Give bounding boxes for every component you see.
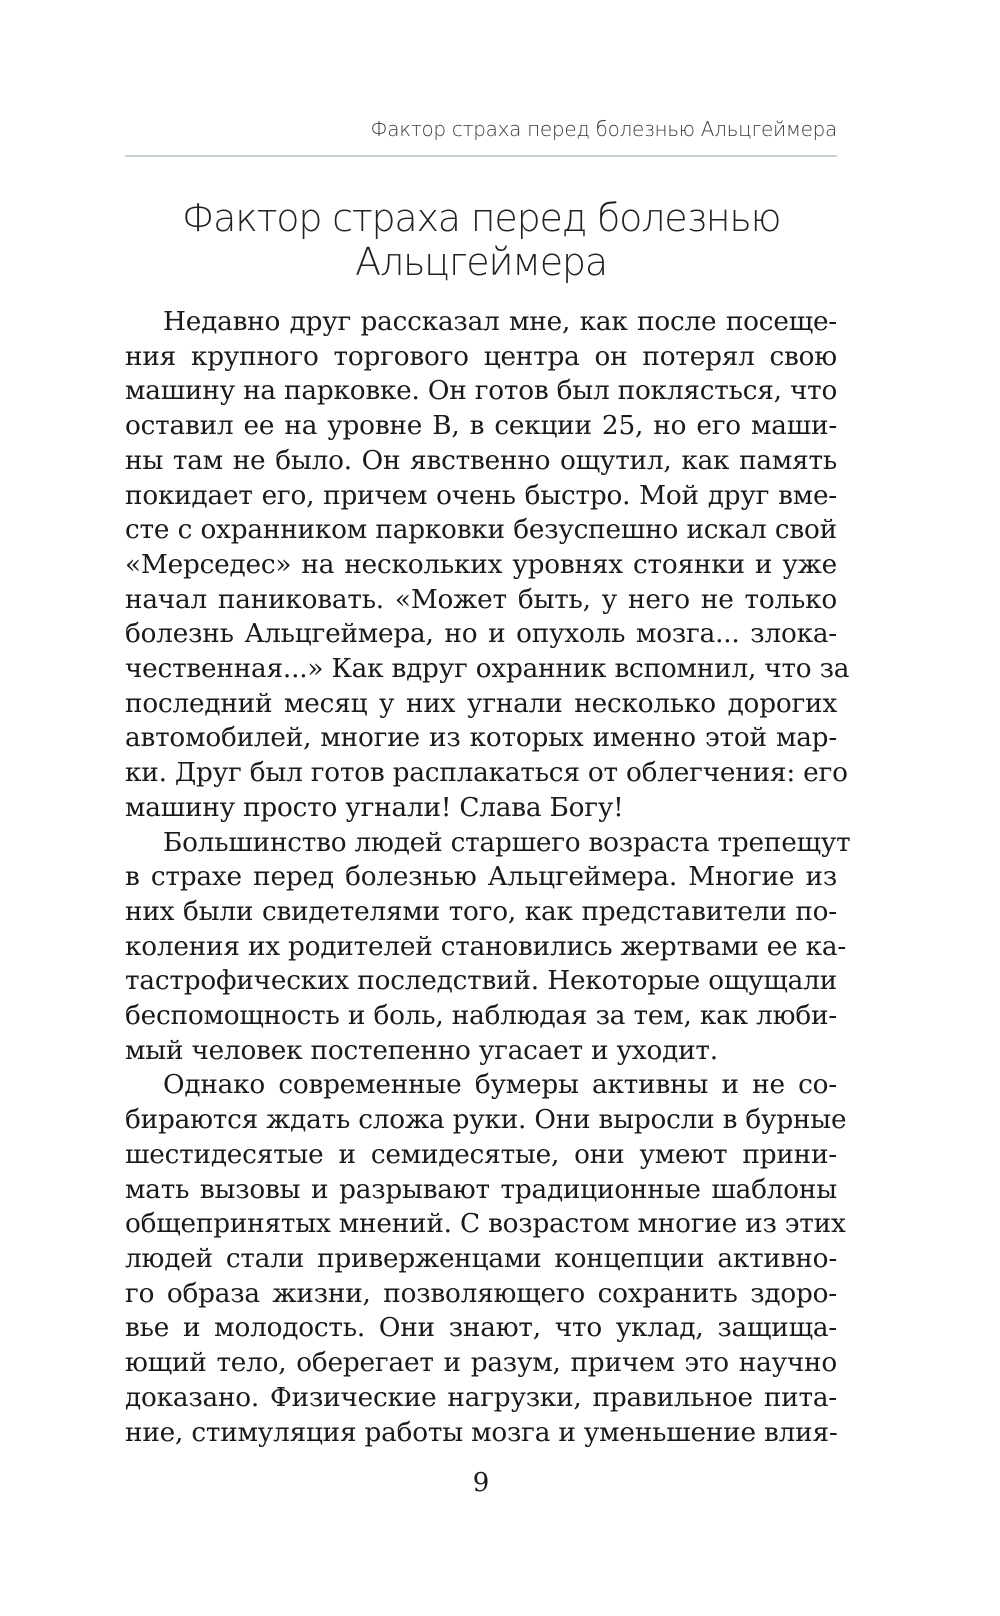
text-line: вье и молодость. Они знают, что уклад, защища- — [125, 1313, 837, 1344]
text-line: беспомощность и боль, наблюдая за тем, как люби- — [125, 1001, 837, 1032]
paragraph-2 — [125, 826, 851, 1069]
body-text — [125, 305, 851, 1450]
text-line: болезнь Альцгеймера, но и опухоль мозга... злока- — [125, 619, 837, 650]
text-line: го образа жизни, позволяющего сохранить здоро- — [125, 1278, 837, 1309]
text-line: коления их родителей становились жертвами ее ка- — [125, 931, 847, 962]
text-line: ки. Друг был готов расплакаться от облегчения: его — [125, 758, 848, 789]
running-head: Фактор страха перед болезнью Альцгеймера — [370, 117, 837, 141]
text-line: покидает его, причем очень быстро. Мой друг вме- — [125, 480, 837, 511]
text-line: тастрофических последствий. Некоторые ощущали — [125, 966, 837, 997]
text-line: мать вызовы и разрывают традиционные шаблоны — [125, 1174, 837, 1205]
text-line: ния крупного торгового центра он потерял свою — [125, 341, 837, 372]
text-line: оставил ее на уровне В, в секции 25, но его маши- — [125, 411, 837, 442]
text-line: ние, стимуляция работы мозга и уменьшение влия- — [125, 1417, 838, 1448]
text-line: Однако современные бумеры активны и не со- — [163, 1070, 837, 1101]
text-line: «Мерседес» на нескольких уровнях стоянки и уже — [125, 549, 837, 580]
text-line: автомобилей, многие из которых именно этой мар- — [125, 723, 837, 754]
text-line: людей стали приверженцами концепции активно- — [125, 1243, 837, 1274]
text-line: ющий тело, оберегает и разум, причем это научно — [125, 1348, 837, 1379]
text-line: начал паниковать. «Может быть, у него не только — [125, 584, 837, 615]
text-line: чественная...» Как вдруг охранник вспомнил, что за — [125, 654, 850, 685]
chapter-title-line-1: Фактор страха перед болезнью — [181, 196, 781, 240]
text-line: машину на парковке. Он готов был поклясться, что — [125, 376, 838, 407]
text-line: них были свидетелями того, как представители по- — [125, 896, 837, 927]
chapter-title — [125, 196, 837, 284]
text-line: Недавно друг рассказал мне, как после посеще- — [163, 307, 837, 337]
paragraph-1 — [125, 305, 850, 826]
header-rule — [125, 155, 837, 157]
text-line: последний месяц у них угнали несколько дорогих — [125, 688, 837, 719]
chapter-title-line-2: Альцгеймера — [355, 240, 607, 284]
text-line: общепринятых мнений. С возрастом многие из этих — [125, 1209, 846, 1240]
text-line: сте с охранником парковки безуспешно искал свой — [125, 515, 837, 546]
text-line: ны там не было. Он явственно ощутил, как память — [125, 445, 837, 476]
text-line: мый человек постепенно угасает и уходит. — [125, 1035, 718, 1066]
text-line: доказано. Физические нагрузки, правильное пита- — [125, 1382, 837, 1413]
text-line: машину просто угнали! Слава Богу! — [125, 792, 624, 823]
text-line: бираются ждать сложа руки. Они выросли в бурные — [125, 1105, 847, 1136]
page-number: 9 — [472, 1468, 490, 1498]
paragraph-3 — [125, 1068, 847, 1450]
text-line: в страхе перед болезнью Альцгеймера. Многие из — [125, 862, 837, 893]
text-line: Большинство людей старшего возраста трепещут — [163, 827, 851, 858]
text-line: шестидесятые и семидесятые, они умеют прини- — [125, 1139, 837, 1170]
